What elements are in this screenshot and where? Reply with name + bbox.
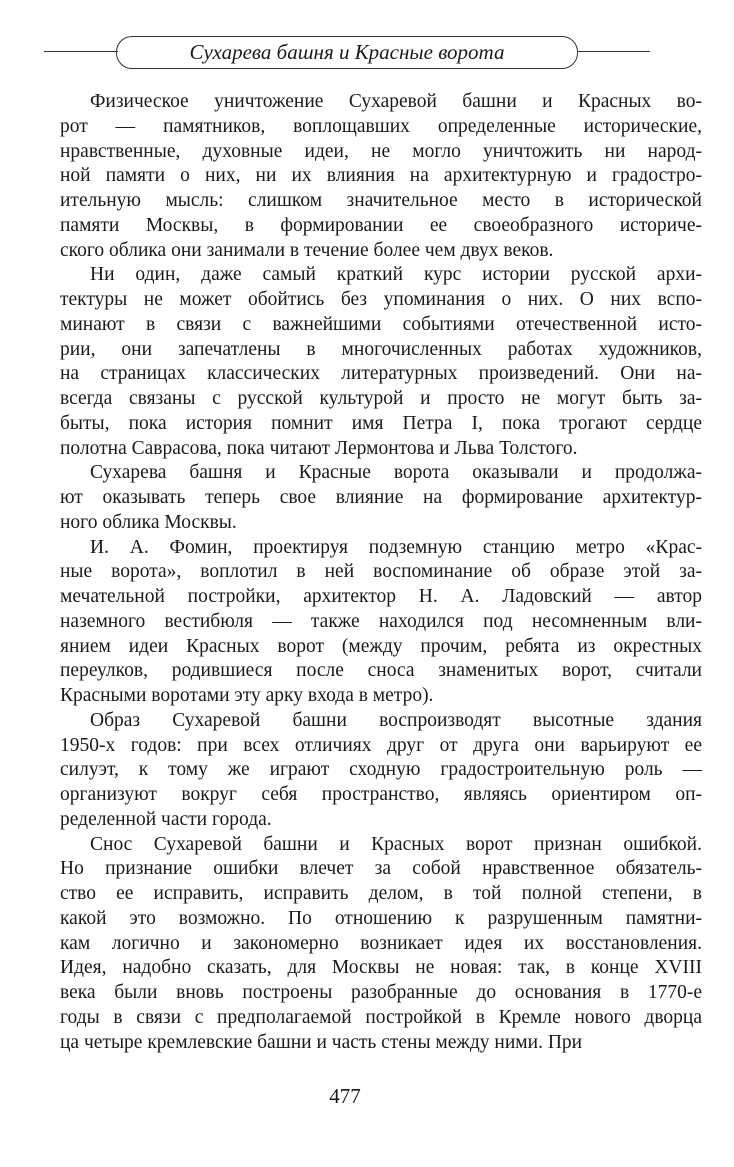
header-rule-left <box>44 51 118 52</box>
text-line: Физическое уничтожение Сухаревой башни и Красных во- <box>90 91 702 112</box>
text-line: ца четыре кремлевские башни и часть стены между ними. При <box>60 1031 583 1053</box>
text-line: памяти Москвы, в формировании ее своеобразного историче- <box>60 214 702 236</box>
text-line: ют оказывать теперь свое влияние на формирование архитектур- <box>60 487 702 508</box>
page-number: 477 <box>329 1084 361 1108</box>
text-line: какой это возможно. По отношению к разрушенным памятни- <box>60 907 702 929</box>
text-line: мечательной постройки, архитектор Н. А. Ладовский — автор <box>60 586 702 607</box>
text-line: Идея, надобно сказать, для Москвы не новая: так, в конце XVIII <box>60 957 702 979</box>
text-line: на страницах классических литературных произведений. Они на- <box>60 363 702 385</box>
text-line: ределенной части города. <box>60 808 272 830</box>
text-line: быты, пока история помнит имя Петра I, пока трогают сердце <box>60 412 702 434</box>
text-line: ной памяти о них, ни их влияния на архитектурную и градостро- <box>60 165 702 187</box>
text-line: организуют вокруг себя пространство, являясь ориентиром оп- <box>60 784 702 805</box>
text-line: кам логично и закономерно возникает идея их восстановления. <box>60 932 702 954</box>
paragraph <box>60 709 702 833</box>
text-line: полотна Саврасова, пока читают Лермонтова и Льва Толстого. <box>60 437 578 459</box>
text-line: переулков, родившиеся после сноса знаменитых ворот, считали <box>60 660 702 682</box>
paragraph <box>60 833 702 1056</box>
text-line: нравственные, духовные идеи, не могло уничтожить ни народ- <box>60 140 702 162</box>
text-line: ительную мысль: слишком значительное место в исторической <box>60 190 702 211</box>
text-line: ского облика они занимали в течение более чем двух веков. <box>60 239 554 261</box>
text-line: Ни один, даже самый краткий курс истории русской архи- <box>90 264 702 286</box>
text-line: наземного вестибюля — также находился под несомненным вли- <box>60 610 702 632</box>
text-line: Образ Сухаревой башни воспроизводят высотные здания <box>90 709 702 731</box>
text-line: силуэт, к тому же играют сходную градостроительную роль — <box>60 759 702 781</box>
paragraph <box>60 461 702 535</box>
text-line: тектуры не может обойтись без упоминания о них. О них вспо- <box>60 289 702 310</box>
text-line: ные ворота», воплотил в ней воспоминание об образе этой за- <box>60 561 702 583</box>
paragraph <box>60 536 702 709</box>
text-line: ство ее исправить, исправить делом, в той полной степени, в <box>60 883 702 904</box>
text-line: И. А. Фомин, проектируя подземную станцию метро «Крас- <box>90 536 702 558</box>
text-line: века были вновь построены разобранные до основания в 1770-е <box>60 982 702 1003</box>
text-line: минают в связи с важнейшими событиями отечественной исто- <box>60 313 702 335</box>
text-line: Сухарева башня и Красные ворота оказывали и продолжа- <box>90 462 702 484</box>
paragraph <box>60 263 702 461</box>
text-line: рии, они запечатлены в многочисленных работах художников, <box>60 338 702 360</box>
text-line: ного облика Москвы. <box>60 511 237 533</box>
text-line: Но признание ошибки влечет за собой нравственное обязатель- <box>60 858 702 880</box>
text-line: всегда связаны с русской культурой и просто не могут быть за- <box>60 388 702 409</box>
running-header <box>116 36 578 69</box>
text-line: Снос Сухаревой башни и Красных ворот признан ошибкой. <box>90 833 702 855</box>
header-rule-right <box>578 51 650 52</box>
running-header-title: Сухарева башня и Красные ворота <box>189 40 505 64</box>
text-line: 1950-х годов: при всех отличиях друг от друга они варьируют ее <box>60 734 702 756</box>
text-line: янием идеи Красных ворот (между прочим, ребята из окрестных <box>60 635 702 657</box>
text-line: Красными воротами эту арку входа в метро). <box>60 685 434 706</box>
text-line: рот — памятников, воплощавших определенные исторические, <box>60 115 702 137</box>
paragraph <box>60 90 702 263</box>
text-line: годы в связи с предполагаемой постройкой в Кремле нового дворца <box>60 1006 702 1028</box>
body-text <box>60 90 702 1055</box>
